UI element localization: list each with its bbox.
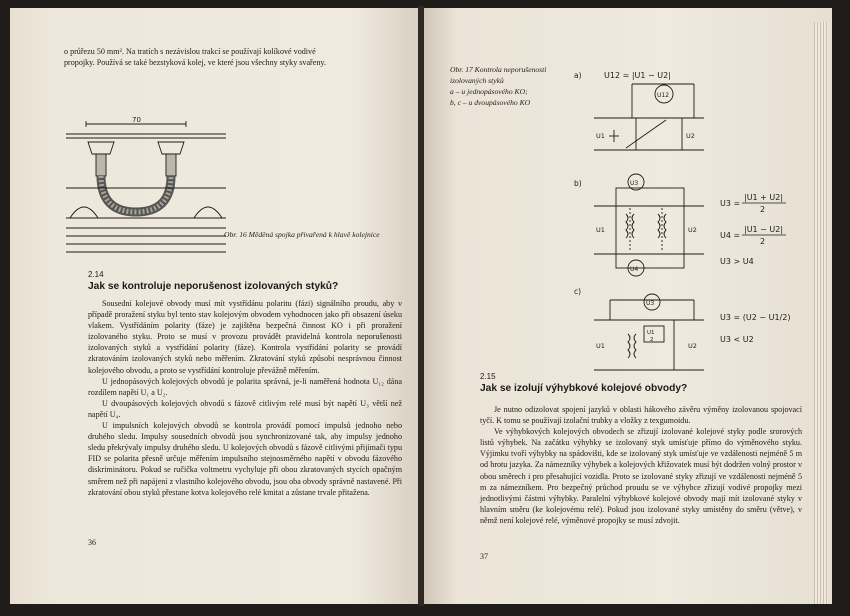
fig-b-eq1-lhs: U3 = xyxy=(720,199,741,208)
right-paragraph-2: Ve výhybkových kolejových obvodech se zřizují izolované kolejové styky podle srorových listů výhybek. Na začátku výhybky se izolovaný styk umísťuje přímo do výměnového styku. Výjimku tvoří výhybky na spádovišti, kde se izolovaný styk umísťuje ve vzdálenosti nejméně 5 m od hrotu jazyka. Za námezníky výhybek a kolejových křižovatek musí být dodržen volný prostor v obou směrech i pro přesahující vozidla. Proto se izolované styky zřizují ve vzdálenosti nejméně 5 m za námezníkem. Pro bezpečný průchod proudu se ve výhybce zřizují vodivé propojky mezi jednotlivými částmi výhybky. Paralelní výhybkové kolejové obvody mají mít izolované styky v hlavním směru (ke kolejovému relé). Pokud jsou izolované styky umístěny do směru (větve), v němž není kolejové relé, výměnové propojky se musí zdvojit. xyxy=(480,427,802,525)
fig-a-label: a) xyxy=(574,71,582,80)
fig-c-half: 2 xyxy=(650,337,654,343)
fig-b-eq1-den: 2 xyxy=(760,205,766,214)
fig17-caption xyxy=(450,64,546,108)
fig-b-u2: U2 xyxy=(688,226,697,234)
fig-b-eq1-num: |U1 + U2| xyxy=(744,193,784,202)
fig-b-eq2-lhs: U4 = xyxy=(720,231,741,240)
fig-a-formula: U12 = |U1 − U2| xyxy=(604,71,671,80)
intro-line-1: o průřezu 50 mm². Na tratích s nezávislou trakcí se používají kolíkové vodivé xyxy=(64,47,316,56)
right-page xyxy=(424,8,832,604)
left-body xyxy=(88,298,402,498)
fig16-caption: Obr. 16 Měděná spojka přivařená k hlavě kolejnice xyxy=(224,230,380,239)
fig16-dimension: 70 xyxy=(132,116,141,124)
fig-c-eq1: U3 = (U2 − U1/2) xyxy=(720,313,791,322)
fig-b-meter-top: U3 xyxy=(630,180,639,187)
section-number-2-15: 2.15 xyxy=(480,372,496,381)
left-paragraph-1: Sousední kolejové obvody musí mít vystřídánu polaritu (fázi) signálního proudu, aby v případě proražení styku byl tento stav kolejovým obvodem vyhodnocen jako při obsazení úseku vlakem. Vystřídáním polarity (fáze) je zajištěna bezpečná činnost KO i při proražení izolovaného styku. Proto se musí v provozu provádět pravidelná kontrola neporušenosti izolovaných styků a vystřídání polarity (fáze). Kontrola vystřídání polarity se provádí zkratováním izolovaných styků nebo měřením. Zkratování styků způsobí nesprávnou činnost kolejového obvodu, a proto se vystřídání kontroluje převážně měřením. xyxy=(88,299,402,375)
fig-b-u1: U1 xyxy=(596,226,605,234)
fig-b-meter-bottom: U4 xyxy=(630,266,639,273)
fig-c-u1-inner: U1 xyxy=(647,330,655,336)
fig-c-meter-top: U3 xyxy=(646,300,655,307)
fig17-caption-title: Obr. 17 Kontrola neporušenosti xyxy=(450,65,547,74)
figure-17-circuits xyxy=(574,58,824,378)
section-number-2-14: 2.14 xyxy=(88,270,104,279)
fig-c-eq2: U3 < U2 xyxy=(720,335,754,344)
left-paragraph-3: U dvoupásových kolejových obvodů s fázově citlivým relé musí být napětí U₃ větší než napětí U₄. xyxy=(88,398,402,419)
section-title-2-15: Jak se izolují výhybkové kolejové obvody? xyxy=(480,383,688,394)
fig-a-meter: U12 xyxy=(657,92,670,99)
figure-16-copper-bond xyxy=(66,112,226,262)
right-paragraph-1: Je nutno odizolovat spojení jazyků v oblasti hákového závěru výměny izolovanou spojovací tyčí. K tomu se používají izolační trubky a vložky z texgumoidu. xyxy=(480,405,802,426)
fig-b-eq3: U3 > U4 xyxy=(720,257,754,266)
left-intro xyxy=(64,46,404,68)
fig-a-u1: U1 xyxy=(596,132,605,140)
page-number-37: 37 xyxy=(480,552,488,561)
page-number-36: 36 xyxy=(88,538,96,547)
right-body xyxy=(480,404,802,526)
fig-b-eq2-num: |U1 − U2| xyxy=(744,225,784,234)
section-title-2-14: Jak se kontroluje neporušenost izolovaných styků? xyxy=(88,281,339,292)
fig17-caption-line-4: b, c – u dvoupásového KO xyxy=(450,98,531,107)
fig17-caption-line-2: izolovaných styků xyxy=(450,76,504,85)
fig-b-label: b) xyxy=(574,179,582,188)
fig-c-label: c) xyxy=(574,287,582,296)
fig-c-u2: U2 xyxy=(688,342,697,350)
intro-line-2: propojky. Používá se také bezstyková kolej, ve které jsou všechny styky svařeny. xyxy=(64,58,326,68)
fig17-caption-line-3: a – u jednopásového KO; xyxy=(450,87,528,96)
left-paragraph-4: U impulsních kolejových obvodů se kontrola provádí pomocí impulsů jednoho nebo druhého sledu. Impulsy sousedních obvodů jsou synchronizované tak, aby impulsy jednoho sledu překrývaly impulsy druhého sledu. U kolejových obvodů s fázově citlivými přijímači typu FID se polarita přesně určuje měřením impulsního stejnosměrného napětí v obvodu fázového diskriminátoru. Pokud se ručička voltmetru vychyluje při obou zkratovaných stycích opačným směrem než při napájení z vlastního kolejového obvodu, jsou oba obvody správně nastavené. Při zkratování obou styků přestane kotva kolejového relé kmitat a zůstane trvale přitažena. xyxy=(88,421,402,497)
left-page xyxy=(10,8,418,604)
fig-a-u2: U2 xyxy=(686,132,695,140)
left-paragraph-2: U jednopásových kolejových obvodů je polarita správná, je-li naměřená hodnota U₁₂ dána rozdílem napětí U₁ a U₂. xyxy=(88,376,402,397)
fig-b-eq2-den: 2 xyxy=(760,237,766,246)
fig-c-u1: U1 xyxy=(596,342,605,350)
